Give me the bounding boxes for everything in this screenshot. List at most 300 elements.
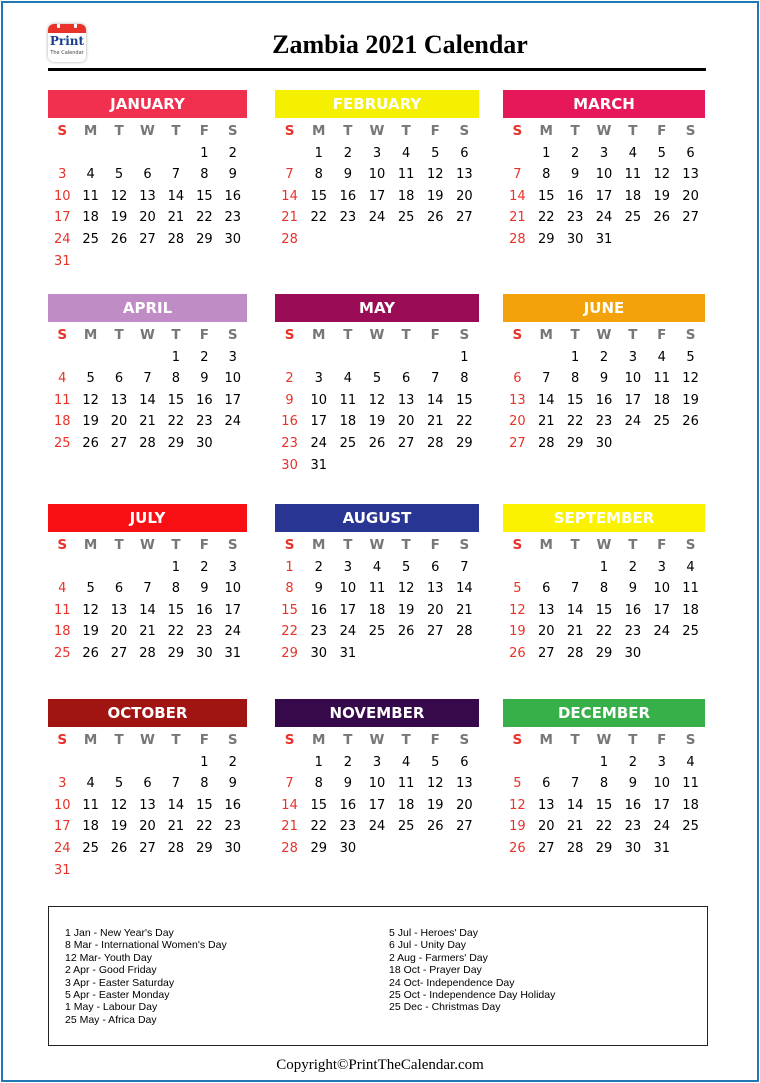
day-cell: 12 (397, 581, 415, 597)
day-cell: 29 (196, 840, 213, 856)
day-cell: 17 (53, 210, 71, 226)
day-cell: 15 (456, 392, 473, 408)
weekday-label: S (57, 327, 68, 343)
day-cell: 10 (624, 371, 642, 387)
empty-cell (133, 143, 161, 165)
day-cell: 16 (310, 602, 327, 618)
day-cell: 5 (513, 776, 522, 792)
day-cell: 29 (310, 840, 327, 856)
day-cell: 28 (456, 624, 473, 640)
day-cell: 25 (397, 210, 415, 226)
day-cell: 4 (86, 167, 95, 183)
month-header: MAY (275, 294, 479, 322)
day-cell: 11 (339, 392, 357, 408)
day-cell: 26 (427, 819, 444, 835)
day-cell: 14 (538, 392, 555, 408)
day-cell: 23 (339, 210, 357, 226)
day-cell: 10 (224, 581, 242, 597)
day-cell: 6 (401, 371, 411, 387)
day-cell: 27 (397, 435, 415, 451)
day-cell: 19 (110, 210, 128, 226)
day-cell: 8 (200, 167, 209, 183)
day-cell: 20 (682, 188, 699, 204)
day-cell: 6 (686, 145, 695, 161)
day-cell: 2 (628, 754, 637, 770)
day-cell: 7 (143, 581, 152, 597)
empty-cell (105, 347, 133, 369)
weekday-label: W (140, 732, 155, 748)
day-cell: 21 (281, 210, 298, 226)
day-cell: 11 (368, 581, 386, 597)
day-cell: 3 (372, 145, 382, 161)
day-cell: 22 (566, 414, 584, 430)
day-cell: 17 (653, 797, 670, 813)
weekday-label: W (369, 327, 385, 343)
day-cell: 9 (628, 581, 637, 597)
day-cell: 31 (224, 645, 242, 661)
day-cell: 20 (427, 602, 444, 618)
day-cell: 4 (86, 776, 95, 792)
holiday-item: 25 May - Africa Day (65, 1013, 157, 1026)
day-cell: 8 (200, 776, 209, 792)
day-cell: 25 (339, 435, 357, 451)
day-cell: 4 (657, 349, 666, 365)
weekday-label: S (459, 732, 470, 748)
month-january (48, 90, 247, 272)
weekday-label: S (685, 123, 696, 139)
weekday-label: M (83, 732, 98, 748)
month-header: JULY (48, 504, 247, 532)
day-cell: 30 (196, 435, 213, 451)
day-cell: 3 (657, 754, 666, 770)
day-cell: 15 (281, 602, 298, 618)
day-cell: 21 (509, 210, 526, 226)
day-cell: 13 (110, 602, 128, 618)
weekday-label: S (284, 732, 295, 748)
day-cell: 22 (538, 210, 555, 226)
day-cell: 16 (566, 188, 584, 204)
day-cell: 1 (460, 349, 469, 365)
day-cell: 15 (196, 797, 213, 813)
month-header: NOVEMBER (275, 699, 479, 727)
weekday-label: F (199, 537, 209, 553)
weekday-label: T (114, 537, 124, 553)
empty-cell (503, 752, 532, 774)
day-cell: 20 (139, 819, 156, 835)
empty-cell (275, 752, 304, 774)
day-cell: 24 (339, 624, 357, 640)
day-cell: 3 (58, 167, 67, 183)
day-cell: 12 (427, 776, 444, 792)
logo-subtext: The Calendar (50, 50, 84, 56)
day-cell: 11 (53, 392, 71, 408)
empty-cell (392, 347, 421, 369)
day-cell: 31 (310, 457, 327, 473)
day-cell: 23 (310, 624, 327, 640)
day-cell: 3 (599, 145, 609, 161)
day-grid (48, 535, 247, 665)
month-february (275, 90, 479, 251)
day-cell: 23 (624, 624, 642, 640)
day-cell: 8 (570, 371, 580, 387)
day-cell: 30 (566, 231, 584, 247)
day-cell: 25 (53, 645, 71, 661)
day-cell: 27 (682, 210, 699, 226)
day-cell: 2 (343, 754, 352, 770)
day-cell: 15 (310, 797, 327, 813)
day-cell: 30 (281, 457, 298, 473)
day-cell: 19 (82, 414, 99, 430)
day-cell: 10 (653, 581, 670, 597)
day-cell: 5 (431, 145, 440, 161)
day-cell: 10 (653, 776, 670, 792)
day-cell: 20 (456, 188, 473, 204)
day-cell: 4 (372, 559, 382, 575)
day-cell: 7 (285, 167, 294, 183)
weekday-label: T (171, 123, 181, 139)
day-cell: 21 (139, 414, 156, 430)
day-cell: 5 (86, 371, 95, 387)
day-cell: 8 (599, 581, 609, 597)
day-cell: 27 (456, 819, 473, 835)
empty-cell (162, 143, 190, 165)
day-cell: 13 (110, 392, 128, 408)
day-cell: 4 (343, 371, 352, 387)
month-april (48, 294, 247, 455)
day-cell: 29 (167, 645, 185, 661)
holiday-item: 5 Apr - Easter Monday (65, 989, 170, 1002)
holiday-item: 5 Jul - Heroes' Day (389, 927, 478, 939)
day-cell: 7 (285, 776, 294, 792)
day-cell: 30 (310, 645, 327, 661)
day-cell: 3 (657, 559, 666, 575)
day-grid (503, 121, 705, 251)
day-cell: 25 (368, 624, 386, 640)
day-cell: 24 (53, 840, 71, 856)
weekday-label: M (311, 537, 326, 553)
day-cell: 13 (509, 392, 526, 408)
day-cell: 2 (570, 145, 580, 161)
day-cell: 8 (599, 776, 609, 792)
day-cell: 21 (281, 819, 298, 835)
empty-cell (76, 752, 104, 774)
day-cell: 6 (114, 371, 124, 387)
weekday-label: W (140, 327, 155, 343)
day-cell: 9 (228, 776, 237, 792)
day-cell: 16 (624, 602, 642, 618)
day-cell: 11 (682, 776, 699, 792)
day-cell: 5 (513, 581, 522, 597)
day-cell: 19 (110, 819, 128, 835)
empty-cell (532, 557, 561, 579)
weekday-label: T (570, 327, 580, 343)
day-cell: 24 (368, 210, 386, 226)
day-cell: 11 (53, 602, 71, 618)
day-cell: 20 (456, 797, 473, 813)
day-cell: 4 (686, 754, 695, 770)
day-cell: 21 (538, 414, 555, 430)
day-cell: 14 (167, 188, 185, 204)
weekday-label: S (284, 537, 295, 553)
day-cell: 16 (196, 602, 213, 618)
day-cell: 19 (509, 624, 526, 640)
weekday-label: M (311, 123, 326, 139)
weekday-label: S (227, 537, 238, 553)
holiday-list-right (389, 927, 555, 1014)
day-cell: 28 (538, 435, 555, 451)
weekday-label: S (459, 537, 470, 553)
empty-cell (532, 347, 561, 369)
day-cell: 4 (401, 145, 411, 161)
day-cell: 11 (624, 167, 642, 183)
weekday-label: F (430, 327, 440, 343)
day-cell: 6 (513, 371, 522, 387)
weekday-label: F (657, 123, 667, 139)
day-cell: 26 (368, 435, 386, 451)
logo-word: Print (49, 34, 85, 48)
day-cell: 21 (139, 624, 156, 640)
day-cell: 7 (513, 167, 522, 183)
day-cell: 28 (281, 231, 298, 247)
weekday-label: M (539, 327, 553, 343)
day-cell: 9 (628, 776, 637, 792)
empty-cell (105, 752, 133, 774)
day-cell: 27 (139, 231, 156, 247)
day-cell: 15 (310, 188, 327, 204)
day-cell: 22 (196, 210, 213, 226)
day-cell: 27 (456, 210, 473, 226)
empty-cell (304, 347, 333, 369)
weekday-label: S (57, 537, 68, 553)
day-cell: 23 (224, 210, 242, 226)
empty-cell (503, 557, 532, 579)
day-cell: 6 (460, 145, 469, 161)
day-cell: 23 (566, 210, 584, 226)
day-cell: 26 (82, 645, 99, 661)
day-cell: 27 (110, 645, 128, 661)
day-cell: 1 (171, 559, 181, 575)
day-cell: 28 (566, 840, 584, 856)
day-cell: 12 (368, 392, 386, 408)
day-cell: 14 (427, 392, 444, 408)
month-header: DECEMBER (503, 699, 705, 727)
day-cell: 1 (314, 754, 323, 770)
weekday-label: W (140, 123, 155, 139)
holiday-list-left (65, 927, 227, 1026)
day-cell: 20 (139, 210, 156, 226)
day-cell: 14 (281, 797, 298, 813)
holiday-item: 12 Mar- Youth Day (65, 951, 152, 964)
day-cell: 31 (339, 645, 357, 661)
empty-cell (133, 752, 161, 774)
day-cell: 18 (339, 414, 357, 430)
day-cell: 23 (624, 819, 642, 835)
day-cell: 11 (397, 167, 415, 183)
weekday-label: F (199, 732, 209, 748)
day-cell: 5 (657, 145, 666, 161)
day-cell: 17 (224, 392, 242, 408)
day-cell: 20 (509, 414, 526, 430)
day-cell: 15 (196, 188, 213, 204)
day-cell: 8 (285, 581, 294, 597)
weekday-label: T (343, 732, 353, 748)
day-cell: 5 (401, 559, 411, 575)
day-cell: 9 (200, 581, 209, 597)
day-cell: 18 (397, 188, 415, 204)
day-cell: 13 (139, 188, 156, 204)
day-cell: 16 (339, 188, 357, 204)
empty-cell (48, 752, 76, 774)
day-cell: 22 (167, 624, 185, 640)
weekday-label: T (401, 537, 411, 553)
day-cell: 1 (200, 754, 209, 770)
month-june (503, 294, 705, 455)
weekday-label: T (401, 327, 411, 343)
day-cell: 22 (595, 624, 613, 640)
day-cell: 22 (281, 624, 298, 640)
month-september (503, 504, 705, 665)
empty-cell (48, 347, 76, 369)
day-cell: 20 (538, 819, 555, 835)
day-cell: 4 (58, 581, 67, 597)
day-cell: 17 (368, 797, 386, 813)
day-cell: 2 (314, 559, 323, 575)
day-cell: 9 (570, 167, 580, 183)
day-cell: 27 (110, 435, 128, 451)
day-cell: 18 (682, 602, 699, 618)
day-cell: 24 (624, 414, 642, 430)
day-cell: 18 (653, 392, 670, 408)
day-cell: 12 (653, 167, 670, 183)
weekday-label: S (685, 537, 696, 553)
weekday-label: W (140, 537, 155, 553)
day-cell: 12 (509, 797, 526, 813)
day-cell: 1 (285, 559, 294, 575)
weekday-label: F (199, 123, 209, 139)
day-cell: 9 (285, 392, 294, 408)
day-cell: 21 (566, 819, 584, 835)
day-cell: 11 (82, 797, 99, 813)
copyright-text[interactable]: Copyright©PrintTheCalendar.com (276, 1057, 484, 1073)
day-cell: 23 (339, 819, 357, 835)
day-cell: 9 (228, 167, 237, 183)
day-cell: 31 (653, 840, 670, 856)
day-cell: 28 (427, 435, 444, 451)
weekday-label: M (83, 537, 98, 553)
day-cell: 19 (82, 624, 99, 640)
day-cell: 2 (200, 559, 209, 575)
day-cell: 3 (372, 754, 382, 770)
weekday-label: F (199, 327, 209, 343)
day-cell: 2 (285, 371, 294, 387)
day-cell: 3 (228, 559, 237, 575)
weekday-label: T (570, 123, 580, 139)
day-cell: 3 (343, 559, 352, 575)
weekday-label: S (284, 327, 295, 343)
weekday-label: W (596, 327, 612, 343)
day-cell: 16 (281, 414, 298, 430)
day-cell: 28 (509, 231, 526, 247)
day-cell: 1 (570, 349, 580, 365)
day-grid (275, 730, 479, 860)
day-cell: 21 (566, 624, 584, 640)
day-cell: 12 (82, 392, 99, 408)
day-grid (275, 325, 479, 476)
day-cell: 6 (431, 559, 440, 575)
day-cell: 12 (682, 371, 699, 387)
day-cell: 25 (653, 414, 670, 430)
day-cell: 19 (427, 188, 444, 204)
weekday-label: T (343, 327, 353, 343)
weekday-label: S (512, 123, 523, 139)
empty-cell (503, 347, 532, 369)
day-cell: 10 (595, 167, 613, 183)
weekday-label: T (171, 327, 181, 343)
day-cell: 3 (628, 349, 637, 365)
day-cell: 7 (431, 371, 440, 387)
weekday-label: S (227, 123, 238, 139)
empty-cell (561, 557, 590, 579)
day-cell: 24 (368, 819, 386, 835)
day-cell: 26 (427, 210, 444, 226)
day-cell: 5 (431, 754, 440, 770)
day-cell: 18 (682, 797, 699, 813)
day-cell: 16 (196, 392, 213, 408)
day-grid (48, 121, 247, 272)
weekday-label: M (311, 327, 326, 343)
day-cell: 19 (682, 392, 699, 408)
empty-cell (105, 557, 133, 579)
weekday-label: T (628, 732, 638, 748)
weekday-label: S (227, 732, 238, 748)
day-cell: 28 (139, 645, 156, 661)
day-grid (48, 730, 247, 881)
empty-cell (561, 752, 590, 774)
weekday-label: T (114, 123, 124, 139)
weekday-label: F (657, 732, 667, 748)
day-cell: 18 (53, 624, 71, 640)
day-cell: 30 (624, 645, 642, 661)
day-cell: 23 (196, 624, 213, 640)
day-cell: 18 (368, 602, 386, 618)
empty-cell (48, 143, 76, 165)
day-cell: 1 (314, 145, 323, 161)
day-cell: 3 (228, 349, 237, 365)
day-cell: 11 (653, 371, 670, 387)
empty-cell (76, 557, 104, 579)
holiday-item: 2 Aug - Farmers' Day (389, 951, 488, 964)
day-cell: 26 (110, 840, 128, 856)
print-the-calendar-logo[interactable] (48, 24, 86, 62)
weekday-label: F (657, 537, 667, 553)
day-cell: 25 (397, 819, 415, 835)
day-cell: 4 (686, 559, 695, 575)
month-header: SEPTEMBER (503, 504, 705, 532)
month-october (48, 699, 247, 881)
day-cell: 6 (143, 167, 152, 183)
day-cell: 25 (682, 819, 699, 835)
day-cell: 17 (339, 602, 357, 618)
weekday-label: S (459, 123, 470, 139)
day-grid (503, 730, 705, 860)
weekday-label: T (628, 123, 638, 139)
holiday-item: 25 Oct - Independence Day Holiday (389, 989, 556, 1002)
day-cell: 26 (82, 435, 99, 451)
day-cell: 30 (595, 435, 613, 451)
empty-cell (48, 557, 76, 579)
day-cell: 26 (509, 645, 526, 661)
day-cell: 10 (368, 776, 386, 792)
